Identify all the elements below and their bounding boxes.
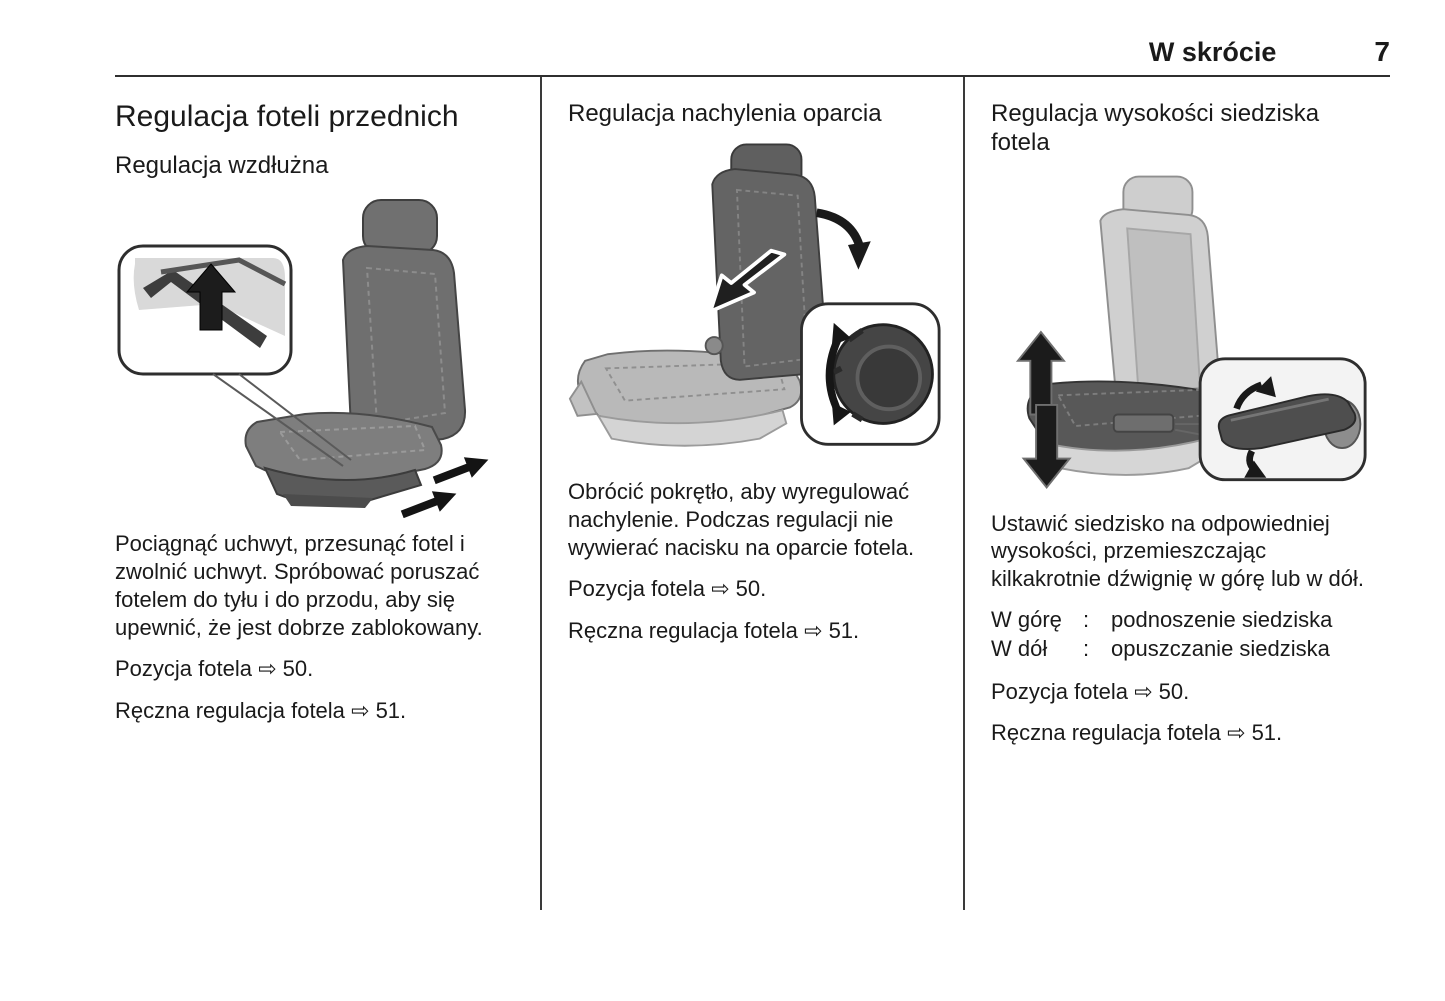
page-reference: Ręczna regulacja fotela ⇨ 51. (568, 618, 860, 644)
subsection-heading: Regulacja nachylenia oparcia (568, 100, 882, 127)
page-reference: Pozycja fotela ⇨ 50. (115, 656, 314, 682)
subsection-heading: Regulacja wysokości siedziska fotela (991, 100, 1320, 157)
curved-arrow-icon (817, 213, 871, 270)
definition-row (991, 635, 1368, 664)
section-heading: Regulacja foteli przednich (115, 100, 459, 133)
definition-description: podnoszenie siedziska (1111, 607, 1333, 633)
definition-colon: : (1083, 635, 1090, 661)
page-reference: Pozycja fotela ⇨ 50. (991, 678, 1190, 704)
seat-height-adjustment-figure (991, 166, 1368, 498)
page-reference: Ręczna regulacja fotela ⇨ 51. (991, 720, 1283, 746)
direction-definition-list (991, 606, 1368, 663)
handle-detail-inset (119, 246, 291, 374)
page-number: 7 (1374, 36, 1390, 67)
page-reference: Pozycja fotela ⇨ 50. (568, 576, 767, 602)
column-longitudinal-adjustment (115, 77, 540, 910)
definition-description: opuszczanie siedziska (1111, 635, 1330, 661)
column-seat-height-adjustment (965, 77, 1390, 910)
subsection-heading: Regulacja wzdłużna (115, 152, 329, 179)
instruction-paragraph: Ustawić siedzisko na odpowiedniej wysokości, przemieszczając kilkakrotnie dźwignię w górę lub w dół. (991, 510, 1364, 592)
definition-term: W dół (991, 635, 1048, 661)
seat-illustration (570, 145, 833, 446)
instruction-paragraph: Obrócić pokrętło, aby wyregulować nachylenie. Podczas regulacji nie wywierać nacisku na oparcie fotela. (568, 479, 915, 561)
definition-row (991, 606, 1368, 635)
rotary-knob-detail-inset (801, 304, 939, 444)
seat-backrest-tilt-adjustment-figure (568, 136, 941, 466)
definition-term: W górę (991, 607, 1062, 633)
lever-detail-inset (1200, 358, 1365, 479)
page-header (115, 36, 1390, 77)
content-columns (115, 77, 1390, 910)
definition-colon: : (1083, 607, 1090, 633)
instruction-paragraph: Pociągnąć uchwyt, przesunąć fotel i zwolnić uchwyt. Spróbować poruszać fotelem do tyłu i do przodu, aby się upewnić, że jest dobrze zablokowany. (115, 531, 483, 641)
chapter-title: W skrócie (1148, 37, 1277, 67)
column-backrest-tilt-adjustment (540, 77, 965, 910)
page-reference: Ręczna regulacja fotela ⇨ 51. (115, 697, 407, 723)
front-seat-longitudinal-adjustment-figure (115, 188, 510, 518)
